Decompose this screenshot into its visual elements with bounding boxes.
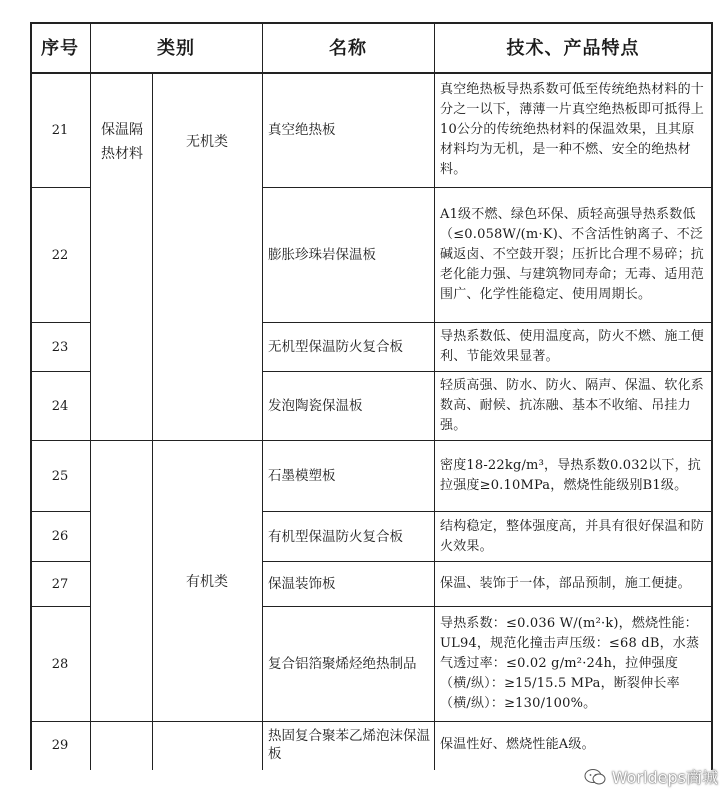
- header-category: 类别: [157, 38, 195, 59]
- product-features: 导热系数：≤0.036 W/(m²·k)，燃烧性能：UL94，规范化撞击声压级：≤68 dB，水蒸气透过率：≤0.02 g/m²·24h，拉伸强度（横/纵）：≥15/15.5 MPa，断裂伸长率（横/纵）：≥130/100%。: [440, 616, 700, 711]
- product-features: 真空绝热板导热系数可低至传统绝热材料的十分之一以下，薄薄一片真空绝热板即可抵得上10公分的传统绝热材料的保温效果，且其原材料均为无机，是一种不燃、安全的绝热材料。: [440, 82, 705, 177]
- product-name: 复合铝箔聚烯烃绝热制品: [268, 656, 417, 672]
- product-features: 密度18-22kg/m³，导热系数0.032以下，抗拉强度≥0.10MPa，燃烧性能级别B1级。: [440, 458, 702, 493]
- product-features: 结构稳定，整体强度高，并具有很好保温和防火效果。: [440, 518, 705, 554]
- wechat-icon: [584, 768, 606, 786]
- category-organic: 有机类: [186, 574, 228, 590]
- row-number: 23: [51, 339, 69, 355]
- row-number: 29: [51, 737, 69, 753]
- header-features: 技术、产品特点: [506, 38, 640, 59]
- watermark: [584, 765, 718, 788]
- product-features: A1级不燃、绿色环保、质轻高强导热系数低（≤0.058W/(m·K)、不含活性钠离子、不泛碱返卤、不空鼓开裂；压折比合理不易碎；抗老化能力强、与建筑物同寿命；无毒、适用范围广、化学性能稳定、使用周期长。: [440, 207, 705, 302]
- product-features: 导热系数低、使用温度高，防火不燃、施工便利、节能效果显著。: [440, 329, 705, 364]
- col-rule: [152, 72, 153, 770]
- row-number: 27: [51, 576, 69, 592]
- col-rule: [90, 22, 91, 770]
- row-number: 24: [51, 398, 69, 414]
- product-name: 无机型保温防火复合板: [268, 339, 403, 355]
- category-inorganic: 无机类: [186, 134, 228, 150]
- product-name: 保温装饰板: [268, 576, 336, 592]
- row-number: 28: [51, 656, 69, 672]
- product-name: 真空绝热板: [268, 122, 336, 138]
- row-number: 26: [51, 529, 69, 544]
- product-features: 保温、装饰于一体，部品预制，施工便捷。: [440, 576, 691, 591]
- product-name: 有机型保温防火复合板: [268, 528, 403, 545]
- product-features: 保温性好、燃烧性能A级。: [440, 737, 595, 752]
- product-name: 膨胀珍珠岩保温板: [268, 247, 376, 263]
- row-number: 21: [51, 122, 69, 138]
- product-features: 轻质高强、防水、防火、隔声、保温、软化系数高、耐候、抗冻融、基本不收缩、吊挂力强。: [440, 378, 705, 433]
- header-seq: 序号: [41, 38, 79, 59]
- watermark-text: Worldeps商城: [611, 768, 718, 787]
- header-name: 名称: [329, 38, 367, 59]
- category-main: 保温隔热材料: [101, 122, 143, 162]
- product-name: 热固复合聚苯乙烯泡沫保温板: [268, 728, 430, 762]
- product-name: 石墨模塑板: [268, 468, 336, 484]
- row-number: 22: [51, 247, 69, 263]
- product-name: 发泡陶瓷保温板: [268, 398, 363, 414]
- row-number: 25: [51, 468, 69, 484]
